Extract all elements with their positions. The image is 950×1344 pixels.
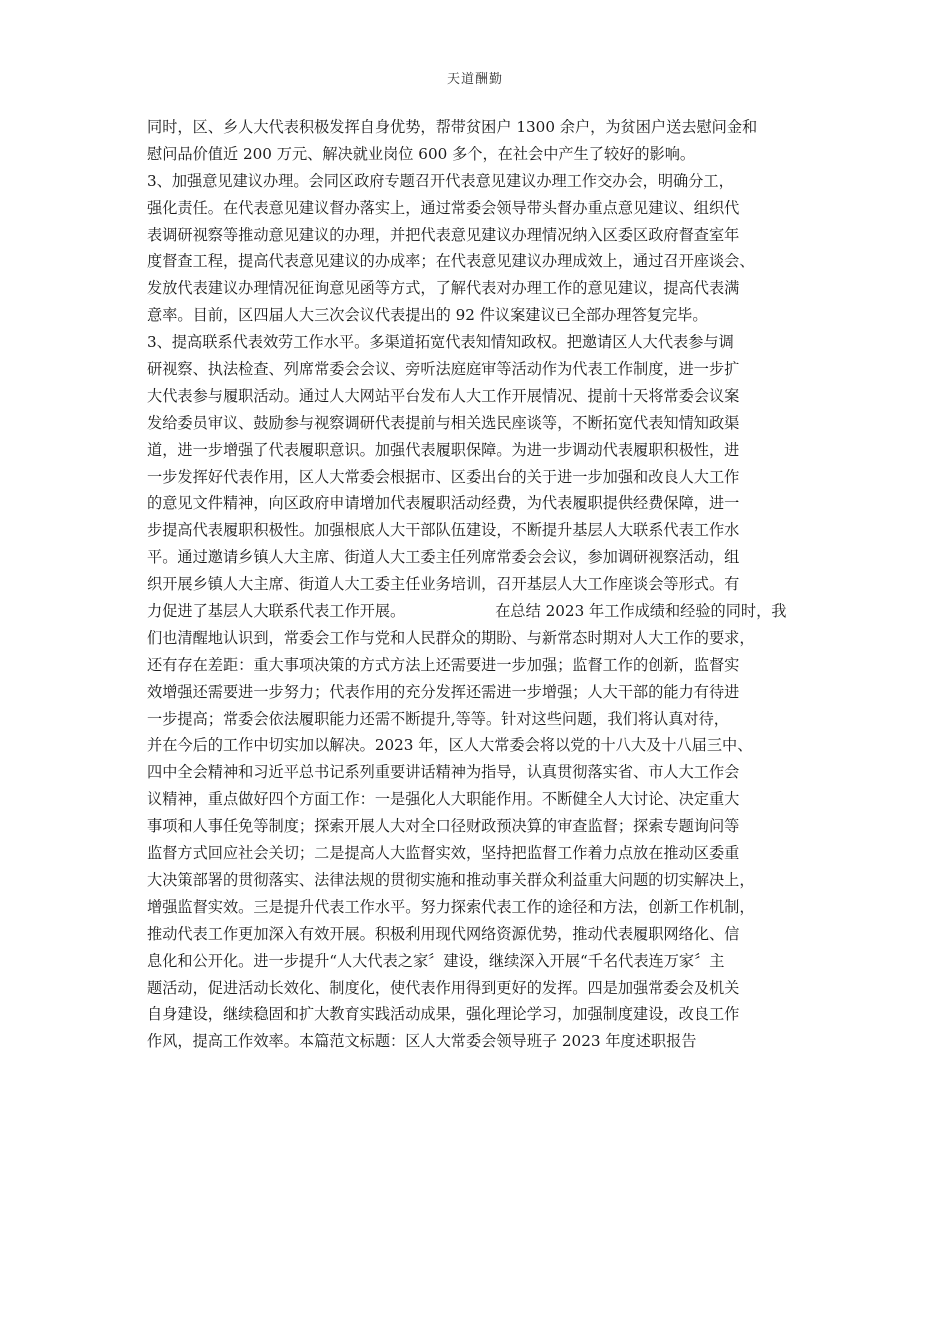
text-line: 3、提高联系代表效劳工作水平。多渠道拓宽代表知情知政权。把邀请区人大代表参与调 <box>147 333 734 352</box>
text-line-head: 力促进了基层人大联系代表工作开展。 <box>147 602 406 621</box>
text-line: 作风，提高工作效率。本篇范文标题：区人大常委会领导班子 2023 年度述职报告 <box>147 1032 697 1051</box>
text-line: 效增强还需要进一步努力；代表作用的充分发挥还需进一步增强；人大干部的能力有待进 <box>147 682 740 701</box>
page-header: 天道酬勤 <box>446 72 503 87</box>
document-body <box>147 114 807 1055</box>
text-line: 度督查工程，提高代表意见建议的办成率；在代表意见建议办理成效上，通过召开座谈会、 <box>147 252 755 271</box>
text-line: 议精神，重点做好四个方面工作：一是强化人大职能作用。不断健全人大讨论、决定重大 <box>147 790 740 809</box>
text-line: 大决策部署的贯彻落实、法律法规的贯彻实施和推动事关群众利益重大问题的切实解决上， <box>147 870 755 889</box>
text-line: 并在今后的工作中切实加以解决。2023 年，区人大常委会将以党的十八大及十八届三中、 <box>147 736 753 755</box>
text-line: 同时，区、乡人大代表积极发挥自身优势，帮带贫困户 1300 余户，为贫困户送去慰问金和 <box>147 118 758 136</box>
text-line: 3、加强意见建议办理。会同区政府专题召开代表意见建议办理工作交办会，明确分工， <box>147 171 734 190</box>
text-line: 慰问品价值近 200 万元、解决就业岗位 600 多个，在社会中产生了较好的影响。 <box>147 144 696 163</box>
text-line: 增强监督实效。三是提升代表工作水平。努力探索代表工作的途径和方法，创新工作机制， <box>147 897 755 916</box>
text-line: 意率。目前，区四届人大三次会议代表提出的 92 件议案建议已全部办理答复完毕。 <box>147 306 708 325</box>
text-line: 步提高代表履职积极性。加强根底人大干部队伍建设，不断提升基层人大联系代表工作水 <box>147 521 740 540</box>
text-line: 发给委员审议、鼓励参与视察调研代表提前与相关选民座谈等，不断拓宽代表知情知政渠 <box>147 413 740 432</box>
text-line: 平。通过邀请乡镇人大主席、街道人大工委主任列席常委会会议，参加调研视察活动，组 <box>147 548 740 567</box>
text-line-split <box>147 598 807 625</box>
text-line: 织开展乡镇人大主席、街道人大工委主任业务培训，召开基层人大工作座谈会等形式。有 <box>147 575 740 594</box>
text-line-tail: 在总结 2023 年工作成绩和经验的同时，我 <box>495 602 787 621</box>
text-line: 发放代表建议办理情况征询意见函等方式，了解代表对办理工作的意见建议，提高代表满 <box>147 279 740 298</box>
text-line: 大代表参与履职活动。通过人大网站平台发布人大工作开展情况、提前十天将常委会议案 <box>147 386 740 405</box>
text-line: 表调研视察等推动意见建议的办理，并把代表意见建议办理情况纳入区委区政府督查室年 <box>147 225 740 244</box>
text-line: 道，进一步增强了代表履职意识。加强代表履职保障。为进一步调动代表履职积极性，进 <box>147 440 740 459</box>
text-line: 一步发挥好代表作用，区人大常委会根据市、区委出台的关于进一步加强和改良人大工作 <box>147 467 740 486</box>
text-line: 们也清醒地认识到，常委会工作与党和人民群众的期盼、与新常态时期对人大工作的要求， <box>147 628 755 647</box>
text-line: 自身建设，继续稳固和扩大教育实践活动成果，强化理论学习，加强制度建设，改良工作 <box>147 1005 740 1024</box>
text-line: 还有存在差距：重大事项决策的方式方法上还需要进一步加强；监督工作的创新，监督实 <box>147 655 740 674</box>
text-line: 监督方式回应社会关切；二是提高人大监督实效，坚持把监督工作着力点放在推动区委重 <box>147 844 740 863</box>
text-line: 四中全会精神和习近平总书记系列重要讲话精神为指导，认真贯彻落实省、市人大工作会 <box>147 763 740 782</box>
text-line: 强化责任。在代表意见建议督办落实上，通过常委会领导带头督办重点意见建议、组织代 <box>147 198 740 217</box>
text-line: 题活动，促进活动长效化、制度化，使代表作用得到更好的发挥。四是加强常委会及机关 <box>147 978 740 997</box>
text-line: 一步提高；常委会依法履职能力还需不断提升,等等。针对这些问题，我们将认真对待， <box>147 709 729 728</box>
text-line: 事项和人事任免等制度；探索开展人大对全口径财政预决算的审查监督；探索专题询问等 <box>147 817 740 836</box>
text-line: 推动代表工作更加深入有效开展。积极利用现代网络资源优势，推动代表履职网络化、信 <box>147 924 740 943</box>
text-line: 研视察、执法检查、列席常委会会议、旁听法庭庭审等活动作为代表工作制度，进一步扩 <box>147 360 740 379</box>
text-line: 息化和公开化。进一步提升“人大代表之家〞建设，继续深入开展“千名代表连万家〞主 <box>147 951 725 970</box>
text-line: 的意见文件精神，向区政府申请增加代表履职活动经费，为代表履职提供经费保障，进一 <box>147 494 740 513</box>
